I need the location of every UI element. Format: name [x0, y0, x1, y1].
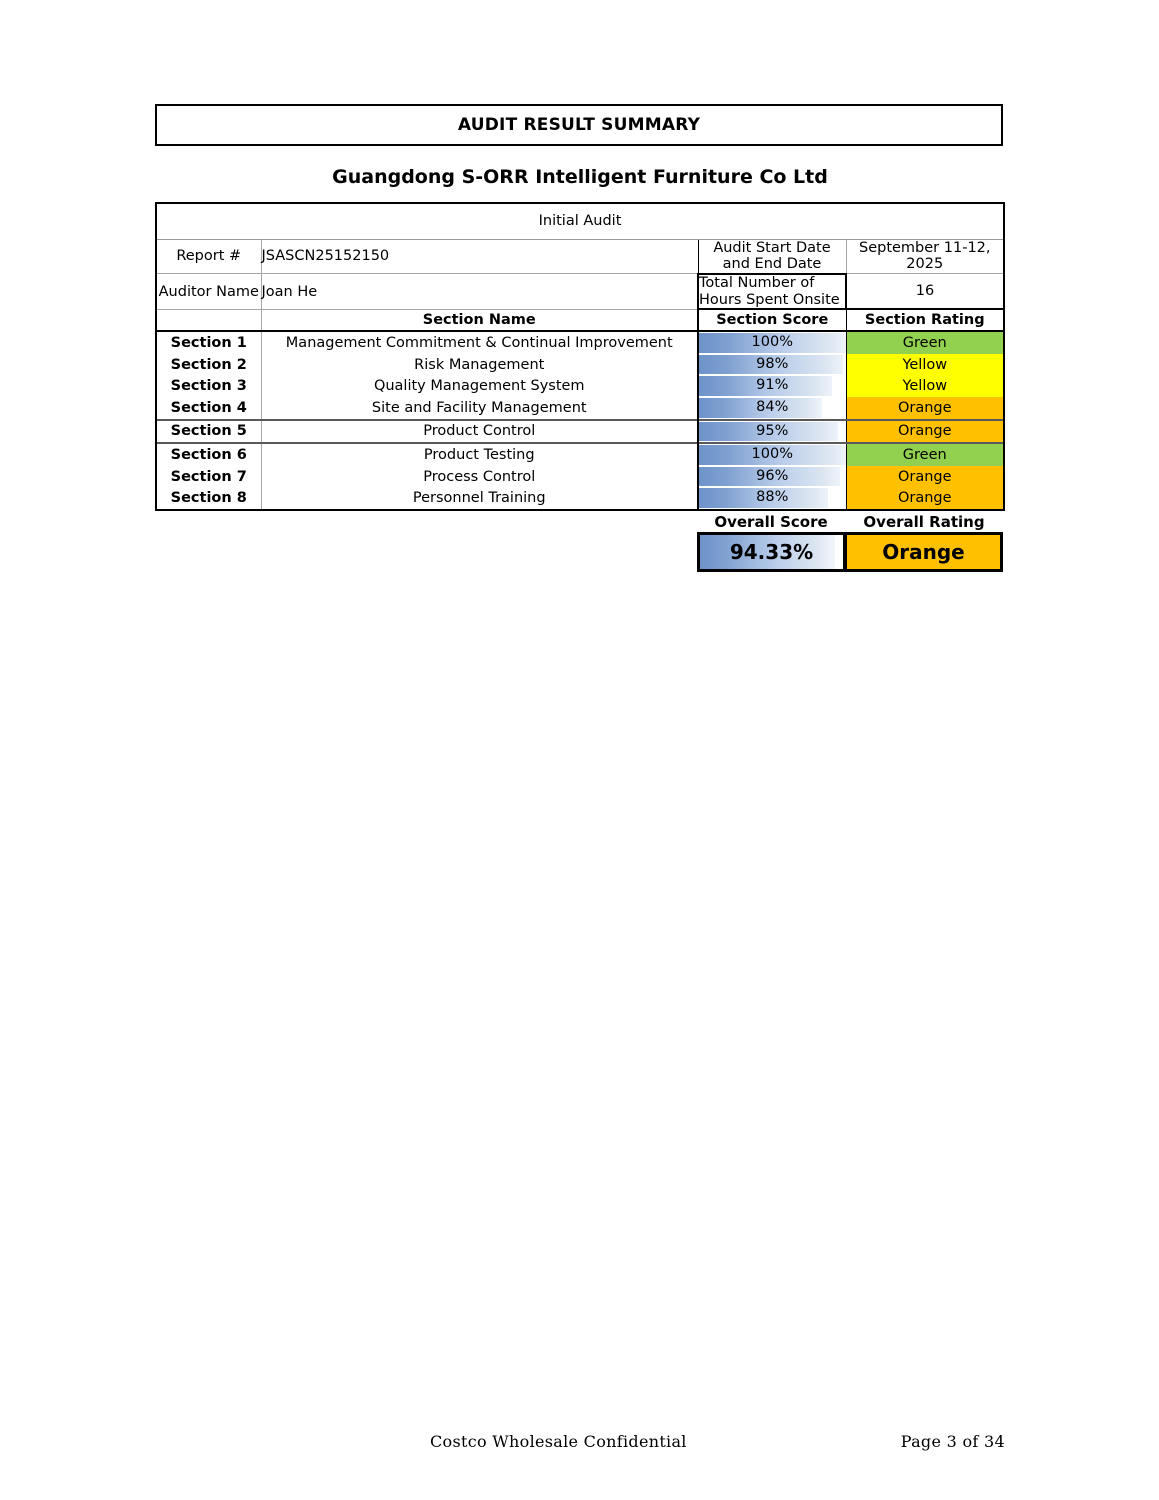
- section-name: Management Commitment & Continual Improvement: [261, 331, 698, 354]
- section-number: Section 3: [156, 375, 261, 397]
- section-score-value: 98%: [756, 355, 789, 372]
- section-number: Section 5: [156, 420, 261, 444]
- section-number: Section 8: [156, 487, 261, 510]
- section-name: Site and Facility Management: [261, 397, 698, 420]
- report-number-value: JSASCN25152150: [261, 239, 698, 274]
- section-score-cell: [698, 443, 846, 466]
- section-score-cell: [698, 354, 846, 376]
- section-score-value: 100%: [751, 446, 793, 463]
- section-score-value: 100%: [751, 334, 793, 351]
- section-name: Process Control: [261, 466, 698, 488]
- table-row: [156, 443, 1004, 466]
- table-header-row: [156, 309, 1004, 331]
- report-info-row: [156, 239, 1004, 274]
- section-rating-cell: Orange: [846, 420, 1004, 444]
- report-number-label: Report #: [156, 239, 261, 274]
- page-footer: [155, 1432, 1005, 1452]
- section-name: Product Control: [261, 420, 698, 444]
- table-row: [156, 466, 1004, 488]
- auditor-name-value: Joan He: [261, 274, 698, 309]
- section-score-cell: [698, 397, 846, 420]
- audit-date-label: Audit Start Date and End Date: [698, 239, 846, 274]
- section-score-cell: [698, 466, 846, 488]
- section-name: Risk Management: [261, 354, 698, 376]
- overall-score-box: [697, 532, 845, 572]
- section-number: Section 2: [156, 354, 261, 376]
- overall-score-label: Overall Score: [714, 513, 828, 531]
- hours-onsite-value: 16: [846, 274, 1004, 309]
- column-header-section-score: Section Score: [698, 309, 846, 331]
- section-score-value: 88%: [756, 489, 789, 506]
- column-header-section-name: Section Name: [261, 309, 698, 331]
- audit-summary-table: [155, 202, 1005, 511]
- section-rating-cell: Orange: [846, 397, 1004, 420]
- section-name: Quality Management System: [261, 375, 698, 397]
- section-name: Personnel Training: [261, 487, 698, 510]
- auditor-info-row: [156, 274, 1004, 309]
- section-number: Section 4: [156, 397, 261, 420]
- overall-rating-label: Overall Rating: [863, 513, 985, 531]
- section-rating-cell: Orange: [846, 487, 1004, 510]
- audit-type-label: Initial Audit: [156, 203, 1004, 239]
- section-rating-cell: Green: [846, 331, 1004, 354]
- section-rating-cell: Yellow: [846, 375, 1004, 397]
- section-score-cell: [698, 487, 846, 510]
- confidential-notice: Costco Wholesale Confidential: [430, 1432, 687, 1451]
- column-header-section-rating: Section Rating: [846, 309, 1004, 331]
- audit-type-row: [156, 203, 1004, 239]
- table-row: [156, 354, 1004, 376]
- audit-date-value: September 11-12, 2025: [846, 239, 1004, 274]
- section-score-value: 96%: [756, 467, 789, 484]
- section-score-cell: [698, 420, 846, 444]
- overall-rating-value: Orange: [882, 540, 965, 564]
- section-score-value: 95%: [756, 422, 789, 439]
- page-number: Page 3 of 34: [900, 1432, 1005, 1451]
- page-title: AUDIT RESULT SUMMARY: [457, 115, 701, 135]
- overall-rating-box: [845, 532, 1003, 572]
- section-name: Product Testing: [261, 443, 698, 466]
- section-rating-cell: Orange: [846, 466, 1004, 488]
- table-row: [156, 420, 1004, 444]
- section-score-cell: [698, 375, 846, 397]
- table-row: [156, 487, 1004, 510]
- hours-onsite-label: Total Number of Hours Spent Onsite: [698, 274, 846, 309]
- auditor-name-label: Auditor Name: [156, 274, 261, 309]
- section-rating-cell: Green: [846, 443, 1004, 466]
- table-row: [156, 375, 1004, 397]
- table-row: [156, 397, 1004, 420]
- section-score-cell: [698, 331, 846, 354]
- section-number: Section 6: [156, 443, 261, 466]
- company-name: Guangdong S-ORR Intelligent Furniture Co Ltd: [332, 166, 828, 188]
- table-row: [156, 331, 1004, 354]
- section-number: Section 1: [156, 331, 261, 354]
- section-score-value: 84%: [756, 398, 789, 415]
- column-header-section-no: [156, 309, 261, 331]
- section-score-value: 91%: [756, 377, 789, 394]
- audit-result-summary-banner: [155, 104, 1003, 146]
- overall-score-value: 94.33%: [729, 540, 814, 564]
- section-rating-cell: Yellow: [846, 354, 1004, 376]
- section-number: Section 7: [156, 466, 261, 488]
